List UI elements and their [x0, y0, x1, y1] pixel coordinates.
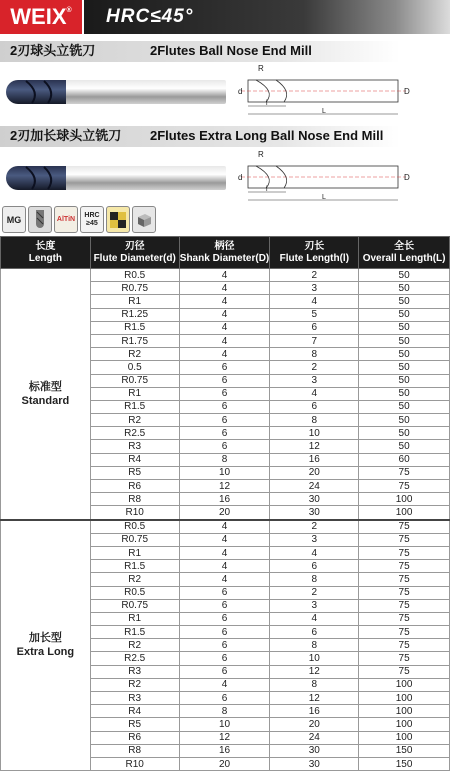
flute-length-cell: 6: [270, 560, 359, 573]
flute-length-cell: 30: [270, 744, 359, 757]
overall-length-cell: 100: [359, 718, 450, 731]
flute-length-cell: 6: [270, 626, 359, 639]
svg-text:l: l: [266, 100, 268, 107]
flute-length-cell: 12: [270, 692, 359, 705]
svg-text:d: d: [238, 87, 243, 96]
overall-length-cell: 50: [359, 295, 450, 308]
flute-length-cell: 3: [270, 282, 359, 295]
workpiece-cube-icon: [132, 206, 156, 233]
shank-diameter-cell: 4: [179, 678, 270, 691]
overall-length-cell: 50: [359, 387, 450, 400]
col-header-flute-length: 刃长 Flute Length(l): [270, 237, 359, 269]
shank-diameter-cell: 4: [179, 520, 270, 534]
overall-length-cell: 75: [359, 480, 450, 493]
flute-diameter-cell: R4: [90, 705, 179, 718]
flute-diameter-cell: R1: [90, 295, 179, 308]
flute-length-cell: 8: [270, 348, 359, 361]
flute-diameter-cell: R10: [90, 757, 179, 770]
shank-diameter-cell: 10: [179, 718, 270, 731]
spec-table: [0, 236, 450, 771]
flute-diameter-cell: R2: [90, 639, 179, 652]
altin-coating-badge: AlTiN: [54, 206, 78, 233]
table-header-row: [1, 237, 450, 269]
svg-text:D: D: [404, 173, 410, 182]
hardness-label: HRC≤45°: [106, 6, 194, 27]
svg-text:D: D: [404, 87, 410, 96]
svg-text:R: R: [258, 150, 264, 159]
flute-length-cell: 2: [270, 520, 359, 534]
overall-length-cell: 50: [359, 269, 450, 282]
flute-length-cell: 4: [270, 546, 359, 559]
shank-diameter-cell: 6: [179, 414, 270, 427]
overall-length-cell: 100: [359, 705, 450, 718]
svg-text:l: l: [266, 186, 268, 193]
overall-length-cell: 50: [359, 308, 450, 321]
flute-diameter-cell: R5: [90, 718, 179, 731]
overall-length-cell: 75: [359, 599, 450, 612]
overall-length-cell: 50: [359, 361, 450, 374]
shank-diameter-cell: 6: [179, 440, 270, 453]
flute-length-cell: 10: [270, 427, 359, 440]
flute-length-cell: 24: [270, 731, 359, 744]
extra-long-ball-nose-end-mill-image: [4, 157, 229, 197]
shank-diameter-cell: 8: [179, 453, 270, 466]
svg-text:d: d: [238, 173, 243, 182]
flute-length-cell: 6: [270, 321, 359, 334]
flute-diameter-cell: R0.75: [90, 374, 179, 387]
col-header-flute-diameter: 刃径 Flute Diameter(d): [90, 237, 179, 269]
flute-diameter-cell: R2: [90, 573, 179, 586]
shank-diameter-cell: 8: [179, 705, 270, 718]
shank-diameter-cell: 12: [179, 480, 270, 493]
flute-length-cell: 8: [270, 573, 359, 586]
flute-diameter-cell: R0.5: [90, 520, 179, 534]
flute-diameter-cell: R6: [90, 480, 179, 493]
table-row: [1, 269, 450, 282]
flute-length-cell: 30: [270, 757, 359, 770]
shank-diameter-cell: 12: [179, 731, 270, 744]
flute-length-cell: 2: [270, 269, 359, 282]
section-title-cn: 2刃加长球头立铣刀: [10, 128, 122, 143]
dimension-diagram-2: [236, 148, 414, 206]
overall-length-cell: 150: [359, 744, 450, 757]
overall-length-cell: 75: [359, 573, 450, 586]
shank-diameter-cell: 20: [179, 757, 270, 770]
flute-length-cell: 8: [270, 414, 359, 427]
flute-diameter-cell: R1.5: [90, 560, 179, 573]
flute-diameter-cell: R0.75: [90, 533, 179, 546]
flute-diameter-cell: R1.5: [90, 321, 179, 334]
flute-diameter-cell: R3: [90, 692, 179, 705]
flute-diameter-cell: R3: [90, 440, 179, 453]
shank-diameter-cell: 6: [179, 612, 270, 625]
svg-text:L: L: [322, 108, 326, 115]
overall-length-cell: 150: [359, 757, 450, 770]
flute-length-cell: 8: [270, 678, 359, 691]
shank-diameter-cell: 6: [179, 665, 270, 678]
hardness-banner: [84, 0, 450, 34]
flute-diameter-cell: R1: [90, 612, 179, 625]
overall-length-cell: 50: [359, 427, 450, 440]
flute-diameter-cell: R8: [90, 493, 179, 506]
shank-diameter-cell: 4: [179, 308, 270, 321]
overall-length-cell: 75: [359, 626, 450, 639]
svg-text:L: L: [322, 194, 326, 201]
overall-length-cell: 50: [359, 400, 450, 413]
dimension-diagram-1: [236, 62, 414, 120]
flute-length-cell: 5: [270, 308, 359, 321]
shank-diameter-cell: 6: [179, 586, 270, 599]
flute-length-cell: 30: [270, 493, 359, 506]
overall-length-cell: 50: [359, 414, 450, 427]
flute-diameter-cell: R2.5: [90, 652, 179, 665]
col-header-shank-diameter: 柄径 Shank Diameter(D): [179, 237, 270, 269]
section-title-1: [0, 41, 450, 61]
flute-length-cell: 3: [270, 599, 359, 612]
shank-diameter-cell: 4: [179, 348, 270, 361]
brand-logo: [0, 0, 82, 34]
flute-length-cell: 16: [270, 453, 359, 466]
shank-diameter-cell: 4: [179, 334, 270, 347]
overall-length-cell: 100: [359, 506, 450, 520]
section-title-en: 2Flutes Ball Nose End Mill: [150, 43, 312, 58]
shank-diameter-cell: 6: [179, 639, 270, 652]
overall-length-cell: 75: [359, 560, 450, 573]
mg-badge: MG: [2, 206, 26, 233]
overall-length-cell: 50: [359, 321, 450, 334]
overall-length-cell: 100: [359, 692, 450, 705]
flute-diameter-cell: R1.5: [90, 626, 179, 639]
flute-diameter-cell: R10: [90, 506, 179, 520]
shank-diameter-cell: 4: [179, 546, 270, 559]
shank-diameter-cell: 6: [179, 692, 270, 705]
shank-diameter-cell: 4: [179, 560, 270, 573]
overall-length-cell: 50: [359, 334, 450, 347]
flute-diameter-cell: R3: [90, 665, 179, 678]
length-group-cn: 标准型: [28, 380, 62, 393]
overall-length-cell: 75: [359, 533, 450, 546]
flute-diameter-cell: R1.75: [90, 334, 179, 347]
overall-length-cell: 75: [359, 652, 450, 665]
shank-diameter-cell: 4: [179, 269, 270, 282]
shank-diameter-cell: 6: [179, 387, 270, 400]
flute-diameter-cell: R2.5: [90, 427, 179, 440]
flute-length-cell: 24: [270, 480, 359, 493]
flute-length-cell: 20: [270, 718, 359, 731]
flute-diameter-cell: R0.75: [90, 282, 179, 295]
shank-diameter-cell: 16: [179, 744, 270, 757]
flute-length-cell: 12: [270, 440, 359, 453]
flute-length-cell: 30: [270, 506, 359, 520]
shank-diameter-cell: 6: [179, 427, 270, 440]
overall-length-cell: 50: [359, 348, 450, 361]
col-header-overall-length: 全长 Overall Length(L): [359, 237, 450, 269]
shank-diameter-cell: 6: [179, 400, 270, 413]
overall-length-cell: 75: [359, 639, 450, 652]
flute-length-cell: 20: [270, 466, 359, 479]
ball-nose-icon: [28, 206, 52, 233]
overall-length-cell: 75: [359, 612, 450, 625]
col-header-length: 长度 Length: [1, 237, 91, 269]
length-group-cell: [1, 269, 91, 520]
flute-length-cell: 3: [270, 374, 359, 387]
length-group-en: Extra Long: [16, 646, 75, 659]
flute-diameter-cell: R1.25: [90, 308, 179, 321]
section-title-cn: 2刃球头立铣刀: [10, 43, 96, 58]
flute-length-cell: 6: [270, 400, 359, 413]
overall-length-cell: 75: [359, 546, 450, 559]
material-icon: [106, 206, 130, 233]
shank-diameter-cell: 6: [179, 652, 270, 665]
overall-length-cell: 50: [359, 374, 450, 387]
flute-length-cell: 7: [270, 334, 359, 347]
overall-length-cell: 75: [359, 466, 450, 479]
shank-diameter-cell: 6: [179, 599, 270, 612]
brand-name: WEIX: [10, 4, 67, 29]
flute-diameter-cell: R2: [90, 678, 179, 691]
registered-mark: ®: [66, 7, 72, 14]
ball-nose-end-mill-image: [4, 72, 229, 112]
feature-badges: [0, 206, 200, 234]
flute-diameter-cell: R5: [90, 466, 179, 479]
overall-length-cell: 100: [359, 731, 450, 744]
flute-diameter-cell: R1: [90, 546, 179, 559]
flute-diameter-cell: R0.5: [90, 586, 179, 599]
overall-length-cell: 75: [359, 520, 450, 534]
flute-diameter-cell: R6: [90, 731, 179, 744]
length-group-cell: [1, 520, 91, 771]
overall-length-cell: 75: [359, 586, 450, 599]
flute-diameter-cell: R1: [90, 387, 179, 400]
flute-diameter-cell: R2: [90, 414, 179, 427]
flute-length-cell: 2: [270, 586, 359, 599]
overall-length-cell: 50: [359, 440, 450, 453]
svg-text:R: R: [258, 64, 264, 73]
shank-diameter-cell: 4: [179, 321, 270, 334]
flute-length-cell: 4: [270, 612, 359, 625]
length-group-en: Standard: [21, 394, 70, 407]
table-row: [1, 520, 450, 534]
header-bar: [0, 0, 450, 38]
flute-length-cell: 2: [270, 361, 359, 374]
hrc-badge: HRC ≥45: [80, 206, 104, 233]
shank-diameter-cell: 6: [179, 626, 270, 639]
shank-diameter-cell: 4: [179, 533, 270, 546]
flute-length-cell: 4: [270, 295, 359, 308]
flute-length-cell: 16: [270, 705, 359, 718]
flute-diameter-cell: R1.5: [90, 400, 179, 413]
flute-diameter-cell: R0.75: [90, 599, 179, 612]
section-title-2: [0, 126, 450, 146]
length-group-cn: 加长型: [28, 632, 62, 645]
overall-length-cell: 100: [359, 678, 450, 691]
flute-diameter-cell: R4: [90, 453, 179, 466]
overall-length-cell: 50: [359, 282, 450, 295]
overall-length-cell: 100: [359, 493, 450, 506]
overall-length-cell: 75: [359, 665, 450, 678]
shank-diameter-cell: 6: [179, 374, 270, 387]
shank-diameter-cell: 10: [179, 466, 270, 479]
flute-length-cell: 8: [270, 639, 359, 652]
shank-diameter-cell: 20: [179, 506, 270, 520]
flute-length-cell: 10: [270, 652, 359, 665]
flute-length-cell: 12: [270, 665, 359, 678]
flute-diameter-cell: R8: [90, 744, 179, 757]
shank-diameter-cell: 16: [179, 493, 270, 506]
shank-diameter-cell: 4: [179, 573, 270, 586]
shank-diameter-cell: 4: [179, 282, 270, 295]
shank-diameter-cell: 6: [179, 361, 270, 374]
flute-diameter-cell: R0.5: [90, 269, 179, 282]
shank-diameter-cell: 4: [179, 295, 270, 308]
flute-diameter-cell: 0.5: [90, 361, 179, 374]
section-title-en: 2Flutes Extra Long Ball Nose End Mill: [150, 128, 384, 143]
flute-length-cell: 4: [270, 387, 359, 400]
flute-diameter-cell: R2: [90, 348, 179, 361]
overall-length-cell: 60: [359, 453, 450, 466]
flute-length-cell: 3: [270, 533, 359, 546]
